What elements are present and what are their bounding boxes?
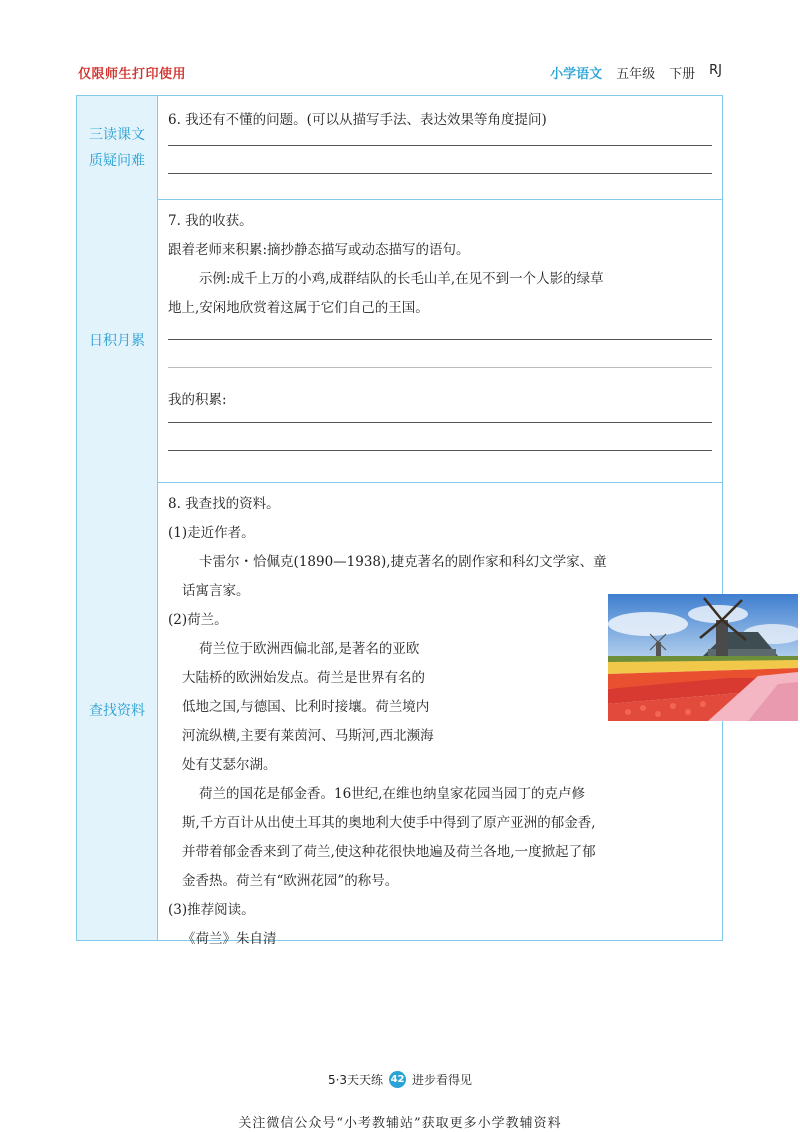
- label-accumulation: [77, 199, 158, 482]
- my-accumulation-label: 我的积累:: [168, 392, 227, 408]
- page-number: 42: [389, 1071, 406, 1088]
- part2-line: 河流纵横,主要有莱茵河、马斯河,西北濒海: [182, 728, 434, 744]
- part1-title: (1)走近作者。: [168, 525, 255, 541]
- content-research: [168, 482, 712, 947]
- example-line-1: 示例:成千上万的小鸡,成群结队的长毛山羊,在见不到一个人影的绿草: [199, 271, 604, 287]
- volume: 下册: [669, 67, 696, 82]
- subject: 小学语文: [550, 67, 603, 82]
- label-text: 日积月累: [89, 332, 145, 349]
- answer-line[interactable]: [168, 422, 712, 423]
- row-accumulation: [77, 199, 722, 483]
- worksheet-table: [76, 95, 723, 947]
- part1-line-2: 话寓言家。: [182, 583, 250, 599]
- label-research: [77, 482, 158, 940]
- part2-line: 大陆桥的欧洲始发点。荷兰是世界有名的: [182, 670, 425, 686]
- answer-line[interactable]: [168, 450, 712, 451]
- bottom-note: 关注微信公众号“小考教辅站”获取更多小学教辅资料: [238, 1116, 562, 1131]
- label-line-2: 质疑问难: [89, 152, 145, 169]
- book-info: [550, 63, 722, 82]
- edition: RJ: [709, 63, 722, 78]
- print-notice: 仅限师生打印使用: [78, 67, 187, 82]
- footer-slogan: 进步看得见: [412, 1073, 473, 1087]
- instruction: 跟着老师来积累:摘抄静态描写或动态描写的语句。: [168, 242, 470, 258]
- part2-paragraph-1: [168, 635, 508, 780]
- windmill-tulip-field-photo: [608, 594, 798, 721]
- label-text: 查找资料: [89, 703, 145, 719]
- part2-line: 荷兰位于欧洲西偏北部,是著名的亚欧: [199, 641, 420, 657]
- part2-para2-line: 金香热。荷兰有“欧洲花园”的称号。: [182, 873, 399, 889]
- part2-para2-line: 荷兰的国花是郁金香。16世纪,在维也纳皇家花园当园丁的克卢修: [199, 786, 586, 802]
- part1-line-1: 卡雷尔・恰佩克(1890—1938),捷克著名的剧作家和科幻文学家、童: [199, 554, 607, 570]
- part2-line: 处有艾瑟尔湖。: [182, 757, 277, 773]
- label-questioning: [77, 96, 158, 199]
- label-line-1: 三读课文: [89, 126, 145, 143]
- part3-title: (3)推荐阅读。: [168, 902, 255, 918]
- part2-title: (2)荷兰。: [168, 612, 228, 628]
- example-line-2: 地上,安闲地欣赏着这属于它们自己的王国。: [168, 300, 429, 316]
- question-7: 7. 我的收获。: [168, 213, 253, 229]
- part2-paragraph-2: [168, 780, 712, 896]
- part3-book: 《荷兰》朱自清: [182, 931, 277, 947]
- question-6: 6. 我还有不懂的问题。(可以从描写手法、表达效果等角度提问): [168, 112, 547, 128]
- question-8: 8. 我查找的资料。: [168, 496, 280, 512]
- part2-para2-line: 并带着郁金香来到了荷兰,使这种花很快地遍及荷兰各地,一度掀起了郁: [182, 844, 596, 860]
- part2-line: 低地之国,与德国、比利时接壤。荷兰境内: [182, 699, 430, 715]
- answer-line[interactable]: [168, 145, 712, 146]
- grade: 五年级: [616, 67, 656, 82]
- row-research: [77, 482, 722, 947]
- answer-line[interactable]: [168, 339, 712, 340]
- footer-brand: 5·3天天练: [327, 1073, 384, 1087]
- row-questioning: [77, 96, 722, 200]
- content-questioning: [168, 96, 712, 199]
- content-accumulation: [168, 199, 712, 482]
- part2-para2-line: 斯,千方百计从出使土耳其的奥地利大使手中得到了原产亚洲的郁金香,: [182, 815, 596, 831]
- answer-line[interactable]: [168, 173, 712, 174]
- answer-line[interactable]: [168, 367, 712, 368]
- footer: [0, 1071, 800, 1088]
